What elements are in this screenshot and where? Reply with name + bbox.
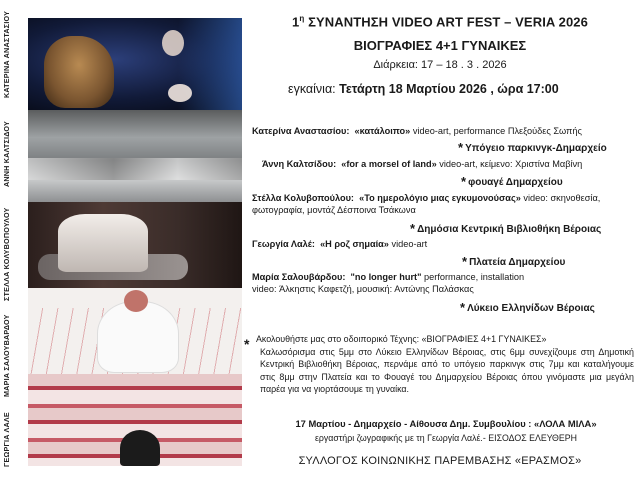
photo-collage — [28, 18, 242, 466]
exhibition-subtitle: ΒΙΟΓΡΑΦΙΕΣ 4+1 ΓΥΝΑΙΚΕΣ — [353, 38, 527, 54]
star-icon: * — [458, 140, 464, 155]
star-icon: * — [410, 221, 416, 236]
vertical-name: ΓΕΩΡΓΙΑ ΛΑΛΕ — [2, 412, 11, 468]
event-subtitle: εργαστήρι ζωγραφικής με τη Γεωργία Λαλέ.- ΕΙΣΟΔΟΣ ΕΛΕΥΘΕΡΗ — [314, 433, 577, 443]
photo-kaltsidou — [28, 110, 242, 202]
vertical-artist-names — [2, 8, 24, 472]
festival-title: $1^\eta$ ΣΥΝΑΝΤΗΣΗ VIDEO ART FEST – VERIA 2026 — [292, 14, 588, 30]
star-icon: * — [462, 254, 468, 269]
artist-entry: Μαρία Σαλουβάρδου: "no longer hurt" performance, installation video: Άλκηστις Καφετζή, μουσική: Αντώνης Παλάσκας — [252, 272, 525, 294]
location-label: * Λύκειο Ελληνίδων Βέροιας — [460, 300, 595, 315]
route-note — [244, 333, 634, 396]
vertical-name: ΜΑΡΙΑ ΣΑΛΟΥΒΑΡΔΟΥ — [2, 314, 11, 398]
location-label: * Δημόσια Κεντρική Βιβλιοθήκη Βέροιας — [410, 221, 602, 236]
vertical-name: ΣΤΕΛΛΑ ΚΟΛΥΒΟΠΟΥΛΟΥ — [2, 207, 11, 301]
vertical-name: ΚΑΤΕΡΙΝΑ ΑΝΑΣΤΑΣΙΟΥ — [2, 10, 11, 98]
vertical-name: ΑΝΝΗ ΚΑΛΤΣΙΔΟΥ — [2, 121, 11, 187]
location-label: * φουαγέ Δημαρχείου — [461, 174, 563, 189]
photo-anastasiou — [28, 18, 242, 110]
photo-salouvardou-lale — [28, 288, 242, 466]
organizer-footer: ΣΥΛΛΟΓΟΣ ΚΟΙΝΩΝΙΚΗΣ ΠΑΡΕΜΒΑΣΗΣ «ΕΡΑΣΜΟΣ» — [298, 455, 582, 467]
photo-kolyvopoulou — [28, 202, 242, 288]
artist-entry: Κατερίνα Αναστασίου: «κατάλοιπο» video-art, performance Πλεξούδες Σωπής — [252, 126, 582, 136]
star-icon: * — [460, 300, 466, 315]
artist-entry: Στέλλα Κολυβοπούλου: «Το ημερολόγιο μιας εγκυμονούσας» video: σκηνοθεσία, φωτογραφία, μοντάζ Δέσποινα Τσάκωνα — [252, 193, 601, 215]
artist-entry: Άννη Καλτσίδου: «for a morsel of land» video-art, κείμενο: Χριστίνα Μαβίνη — [262, 159, 583, 169]
duration-text: Διάρκεια: 17 – 18 . 3 . 2026 — [373, 59, 507, 72]
artist-entry: Γεωργία Λαλέ: «Η ροζ σημαία» video-art — [252, 239, 428, 249]
location-label: * Υπόγειο παρκινγκ-Δημαρχείο — [458, 140, 607, 155]
location-label: * Πλατεία Δημαρχείου — [462, 254, 566, 269]
star-icon: * — [461, 174, 467, 189]
route-note-intro: Ακολουθήστε μας στο οδοιπορικό Τέχνης: «ΒΙΟΓΡΑΦΙΕΣ 4+1 ΓΥΝΑΙΚΕΣ» — [256, 334, 547, 344]
event-title: 17 Μαρτίου - Δημαρχείο - Αίθουσα Δημ. Συμβουλίου : «ΛΟΛΑ ΜΙΛΑ» — [295, 418, 597, 429]
poster-header — [246, 14, 634, 71]
opening-text: εγκαίνια: Τετάρτη 18 Μαρτίου 2026 , ώρα 17:00 — [288, 82, 559, 96]
route-note-body: Καλωσόρισμα στις 5μμ στο Λύκειο Ελληνίδων Βέροιας, στις 6μμ συνεχίζουμε στη Δημοτική Κεντρική Βιβλιοθήκη Βέροιας, περνάμε από το υπόγειο παρκινγκ στις 7μμ και καταλήγουμε στις 8μμ στην Πλατεία και το Φουαγέ του Δημαρχείου Βέροιας όπου γινόμαστε μια μεγάλη παρέα για να γιορτάσουμε τη γυναίκα. — [260, 346, 634, 394]
star-icon: * — [244, 336, 250, 352]
